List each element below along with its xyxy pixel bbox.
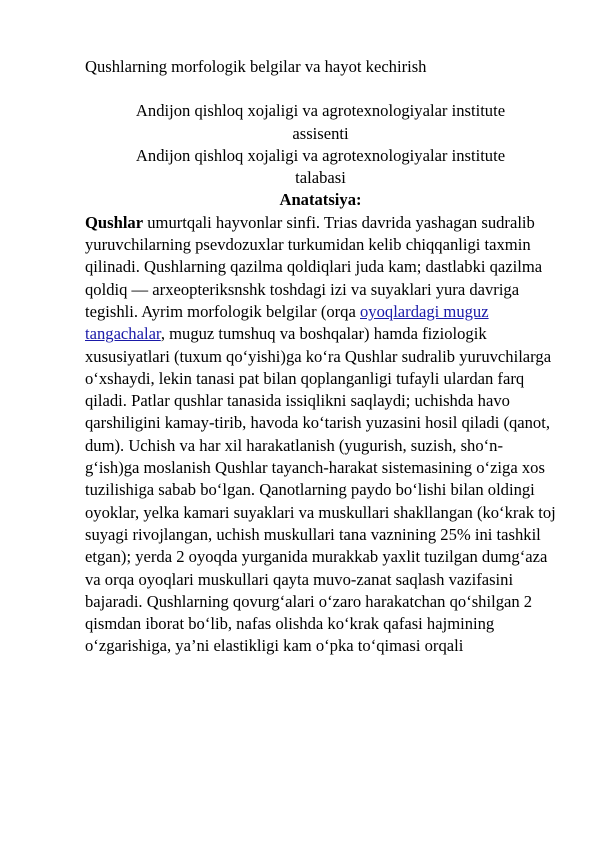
abstract-inline-link[interactable]: oyoqlardagi muguz tangachalar xyxy=(85,301,489,344)
affiliation-1-institution: Andijon qishloq xojaligi va agrotexnologiyalar institute xyxy=(135,101,506,121)
abstract-lead-term: Qushlar xyxy=(85,212,144,232)
affiliation-2-role: talabasi xyxy=(295,168,346,188)
affiliation-2-institution: Andijon qishloq xojaligi va agrotexnologiyalar institute xyxy=(135,145,506,165)
affiliation-1-role: assisenti xyxy=(292,123,349,143)
abstract-paragraph xyxy=(85,212,556,658)
document-title: Qushlarning morfologik belgilar va hayot kechirish xyxy=(85,57,427,76)
abstract-text-part-2: , muguz tumshuq va boshqalar) hamda fiziologik xususiyatlari (tuxum qo‘yishi)ga ko‘ra Qushlar sudralib yuruvchilarga o‘xshaydi, lekin tanasi pat bilan qoplanganligi tufayli ulardan farq qiladi. Patlar qushlar tanasida issiqlikni saqlaydi; uchishda havo qarshiligini kamay-tirib, havoda ko‘tarish yuzasini hosil qiladi (qanot, dum). Uchish va har xil harakatlanish (yugurish, suzish, sho‘n-g‘ish)ga moslanish Qushlar tayanch-harakat sistemasining o‘ziga xos tuzilishiga sabab bo‘lgan. Qanotlarning paydo bo‘lishi bilan oldingi oyoklar, yelka kamari suyaklari va muskullari shakllangan (ko‘krak toj suyagi rivojlangan, uchish muskullari tana vaznining 25% ini tashkil etgan); yerda 2 oyoqda yurganida murakkab yaxlit tuzilgan dumg‘aza va orqa oyoqlari muskullari qayta muvo-zanat saqlash vazifasini bajaradi. Qushlarning qovurg‘alari o‘zaro harakatchan qo‘shilgan 2 qismdan iborat bo‘lib, nafas olishda ko‘krak qafasi hajmining o‘zgarishiga, ya’ni elastikligi kam o‘pka to‘qimasi orqali xyxy=(85,324,556,656)
abstract-text-part-1: umurtqali hayvonlar sinfi. Trias davrida yashagan sudralib yuruvchilarning psevdozuxlar turkumidan kelib chiqqanligi taxmin qilinadi. Qushlarning qazilma qoldiqlari juda kam; dastlabki qazilma qoldiq — arxeopteriksnshk toshdagi izi va suyaklari yura davriga tegishli. Ayrim morfologik belgilar (orqa xyxy=(85,212,543,321)
abstract-heading: Anatatsiya: xyxy=(279,190,362,210)
